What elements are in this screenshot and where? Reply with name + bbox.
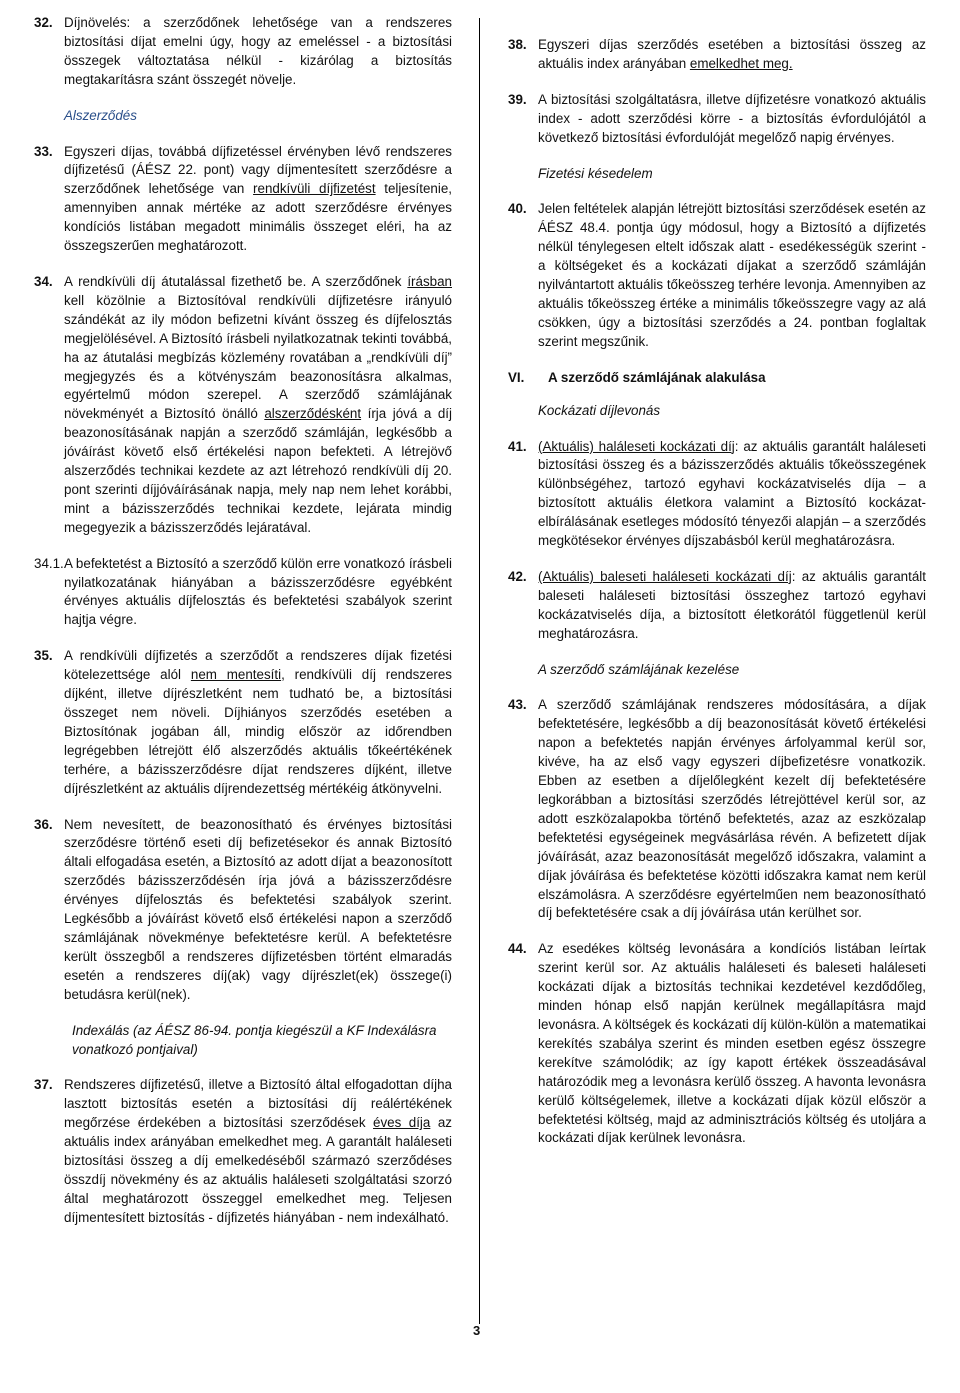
underlined-term: emelkedhet meg. [689, 55, 793, 71]
paragraph-number: 39. [508, 91, 527, 107]
page-number: 3 [473, 1323, 481, 1338]
paragraph-33 [34, 143, 452, 256]
section-title: A szerződő számlájának alakulása [548, 369, 766, 385]
left-column [34, 14, 452, 1245]
paragraph-number: 40. [508, 201, 527, 217]
paragraph-number: 42. [508, 568, 527, 584]
subheading-fizetesi-kesedelem: Fizetési késedelem [538, 165, 653, 181]
underlined-term: nem mentesíti [190, 667, 282, 683]
paragraph-number: 43. [508, 697, 527, 713]
section-number: VI. [508, 369, 525, 385]
paragraph-text: Egyszeri díjas szerződés esetében a biztosítási összeg az aktuális index arányában [538, 37, 926, 71]
paragraph-number: 37. [34, 1077, 53, 1093]
paragraph-42 [508, 568, 926, 644]
paragraph-text: : az aktuális garantált haláleseti biztosítási összeg és a bázisszerződés aktuális tőkeösszegének különbségéhez, tartozó egyhavi kockázatviselés díja – a biztosított aktuális életkora valamint a Biztosító kockázat-elbírálásának esetleges módosító tényezői alapján – a szerződés megkötésekor érvényes díjszabásból kerül meghatározásra. [538, 438, 926, 549]
paragraph-32 [34, 14, 452, 90]
paragraph-number: 38. [508, 37, 527, 52]
paragraph-number: 34. [34, 273, 53, 289]
paragraph-number: 35. [34, 648, 53, 664]
paragraph-text: Jelen feltételek alapján létrejött biztosítási szerződések esetén az ÁÉSZ 48.4. pontja úgy módosul, hogy a Biztosító a díjfizetés nélkül ténylegesen eltelt időszak alatt - esedékességük szerint - a költségeket és a kockázati díjakat a szerződő számláján nyilvántartott aktuális tőkeösszeg terhére levonja. Amennyiben az aktuális tőkeösszeg értéke a minimális tőkeösszegre vagy az alá csökken, úgy a biztosítási szerződés a 24. pontban foglaltak szerint megszűnik. [538, 201, 926, 349]
paragraph-text: : az aktuális garantált baleseti haláleseti biztosítási összeghez tartozó egyhavi kockázatviselés díja, a biztosított életkorától függetlenül kerül meghatározásra. [538, 568, 926, 641]
paragraph-text: kell közölnie a Biztosítóval rendkívüli díjfizetésre irányuló szándékát az ily módon befizetni kívánt összeg és díjfelosztás megjelölésével. A Biztosító írásbeli nyilatkozatnak tekinti továbbá, ha az átutalási megbízás közlemény rovatában a „rendkívüli díj” megjegyzés és a kötvényszám beazonosításra alkalmas, egyértelmű módon szerepel. A szerződő számlájának növekményét a Biztosító önálló [64, 292, 452, 422]
subheading-kockazati-dijlevonas: Kockázati díjlevonás [538, 402, 661, 418]
paragraph-number: 41. [508, 438, 527, 454]
underlined-term: (Aktuális) baleseti haláleseti kockázati díj [538, 568, 792, 584]
paragraph-text: Nem nevesített, de beazonosítható és érvényes biztosítási szerződésre történő eseti díj befizetésekor és annak Biztosító általi elfogadása esetén, a Biztosító az adott díjat a beazonosított szerződés bázisszerződésén írja jóvá a bázisszerződésre érvényes díjfelosztás és befektetési szabályok szerint. Legkésőbb a jóváírást követő első értékelési napon a szerződő számlájának növekménye befektetésre kerül. A befektetésre került összegből a rendszeres díjfizetésben történt elmaradás esetén a rendszeres díj(ak) vagy díjrészlet(ek) összege(i) betudásra kerül(nek). [64, 816, 452, 1002]
paragraph-39 [508, 91, 926, 148]
subheading-szamla-kezelese: A szerződő számlájának kezelése [538, 661, 740, 677]
section-heading-vi [508, 369, 926, 388]
paragraph-text: A befektetést a Biztosító a szerződő külön erre vonatkozó írásbeli nyilatkozatának hiányában a bázisszerződésre egyébként érvényes aktuális díjfelosztás és befektetési szabályok szerint hajtja végre. [64, 555, 452, 628]
paragraph-40 [508, 200, 926, 351]
subheading-alszerzodes: Alszerződés [64, 107, 137, 123]
underlined-term: rendkívüli díjfizetést [253, 181, 376, 197]
paragraph-34 [34, 273, 452, 538]
paragraph-number: 34.1. [34, 555, 64, 571]
underlined-term: (Aktuális) haláleseti kockázati díj [538, 438, 735, 454]
paragraph-43 [508, 696, 926, 923]
paragraph-text: A szerződő számlájának rendszeres módosítására, a díjak befektetésére, legkésőbb a díj beazonosítását követő értékelési napon a befektetés napján érvényes árfolyammal kerül sor, kivéve, ha az első vagy egyszeri díjbefizetésre vonatkozik. Ebben az esetben a díjelőlegként kezelt díj befektetésére legkorábban a biztosítási szerződés létrejöttével kerül sor, az adott eszközalapokba történő befektetés, azaz az eszközalap befektetési egységeinek megvásárlása révén. A befizetett díjak jóváírását, azaz beazonosítását megelőző időszakra, valamint a díjak jóváírása és befektetése közötti időszakra kamat nem kerül elszámolásra. A szerződésre egyértelműen nem beazonosítható díj befektetésére csak a díj jóváírása után kerülhet sor. [538, 697, 926, 921]
paragraph-text: Egyszeri díjas, továbbá díjfizetéssel érvényben lévő rendszeres díjfizetésű (ÁÉSZ 22. pont) vagy díjmentesített szerződésre a szerződőnek lehetősége van [64, 143, 452, 197]
paragraph-34-1 [34, 555, 452, 631]
paragraph-37 [34, 1076, 452, 1227]
subheading-indexalas: Indexálás (az ÁÉSZ 86-94. pontja kiegészül a KF Indexálásra vonatkozó pontjaival) [72, 1022, 437, 1057]
paragraph-number: 36. [34, 816, 53, 832]
paragraph-text: teljesítenie, amennyiben annak mértéke az adott szerződésre érvényes kondíciós listában megadott minimális összeget eléri, ha az összegszerűen meghatározott. [64, 181, 452, 254]
paragraph-text: A rendkívüli díjfizetés a szerződőt a rendszeres díjak fizetési kötelezettsége alól [64, 648, 452, 683]
paragraph-text: Rendszeres díjfizetésű, illetve a Biztosító által elfogadottan díjha lasztott biztosítás esetén a biztosítási díj reálértékének megőrzése érdekében a biztosítási szerződések [64, 1077, 452, 1131]
paragraph-text: A rendkívüli díj átutalással fizethető be. A szerződőnek [64, 273, 408, 289]
paragraph-text: Díjnövelés: a szerződőnek lehetősége van a rendszeres biztosítási díjat emelni úgy, hogy az emeléssel - a biztosítási összegek változtatása nélkül - kizárólag a biztosítás megtakarításra szánt összegét növelje. [64, 15, 452, 87]
paragraph-44 [508, 940, 926, 1148]
underlined-term: alszerződésként [264, 406, 362, 422]
paragraph-text: Az esedékes költség levonására a kondíciós listában leírtak szerint kerül sor. Az aktuális haláleseti és baleseti haláleseti kockázati díjak a biztosítás technikai kezdetével kezdődőleg, minden hónap első napján kerülnek megállapításra majd levonásra. A költségek és kockázati díj külön-külön a matematikai kerekítés szabálya szerint és minden esetben egész összegre kerekítve számolódik; az így kapott értékek összeadásával határozódik meg a levonásra kerülő összeg. A havonta levonásra kerülő költségelemek, illetve a kockázati díjak közül először a befektetési költség, majd az adminisztrációs költség és utoljára a kockázati díjak kerülnek levonásra. [538, 941, 926, 1146]
paragraph-38 [508, 36, 926, 74]
column-divider [479, 18, 480, 1324]
paragraph-41 [508, 438, 926, 551]
paragraph-text: A biztosítási szolgáltatásra, illetve díjfizetésre vonatkozó aktuális index - adott szerződési körre - a biztosítás évfordulójától a következő biztosítási évfordulóját megelőző napig érvényes. [538, 91, 926, 145]
underlined-term: írásban [407, 273, 452, 289]
right-column [508, 36, 926, 1165]
paragraph-number: 44. [508, 941, 527, 957]
paragraph-35 [34, 647, 452, 798]
paragraph-number: 32. [34, 15, 53, 30]
paragraph-number: 33. [34, 143, 53, 159]
paragraph-text: , rendkívüli díj rendszeres díjként, illetve díjrészletként nem tudható be, a biztosítási összeget nem növeli. Díjhiányos szerződés esetében a Biztosítónak jogában áll, mindig először az időrendben legrégebben létrejött élő alszerződés aktuális tőkeértékének terhére, a bázisszerződésre díjat rendszeres díjként, illetve díjrészletként az aktuális díjrendezettség mértékéig átkönyvelni. [64, 667, 453, 796]
underlined-term: éves díja [373, 1115, 431, 1131]
paragraph-36 [34, 816, 452, 1005]
paragraph-text: az aktuális index arányában emelkedhet meg. A garantált haláleseti biztosítási összeg a díj emelkedéséből származó szerződéses összdíj növekmény és az aktuális haláleseti szolgáltatási szorzó által meghatározott összeggel emelkedhet meg. Teljesen díjmentesített biztosítás - díjfizetés hiányában - nem indexálható. [64, 1115, 452, 1225]
paragraph-text: írja jóvá a díj beazonosításának napján a szerződő számláján, legkésőbb a jóváírást követő első értékelési napon befekteti. A létrejövő alszerződés technikai kezdete az azt létrehozó rendkívüli díj 20. pont szerinti díjjóváírásának napja, mely nap nem lehet korábbi, mint a bázisszerződés technikai kezdete, lejárata mindig megegyezik a bázisszerződés lejáratával. [64, 406, 452, 535]
